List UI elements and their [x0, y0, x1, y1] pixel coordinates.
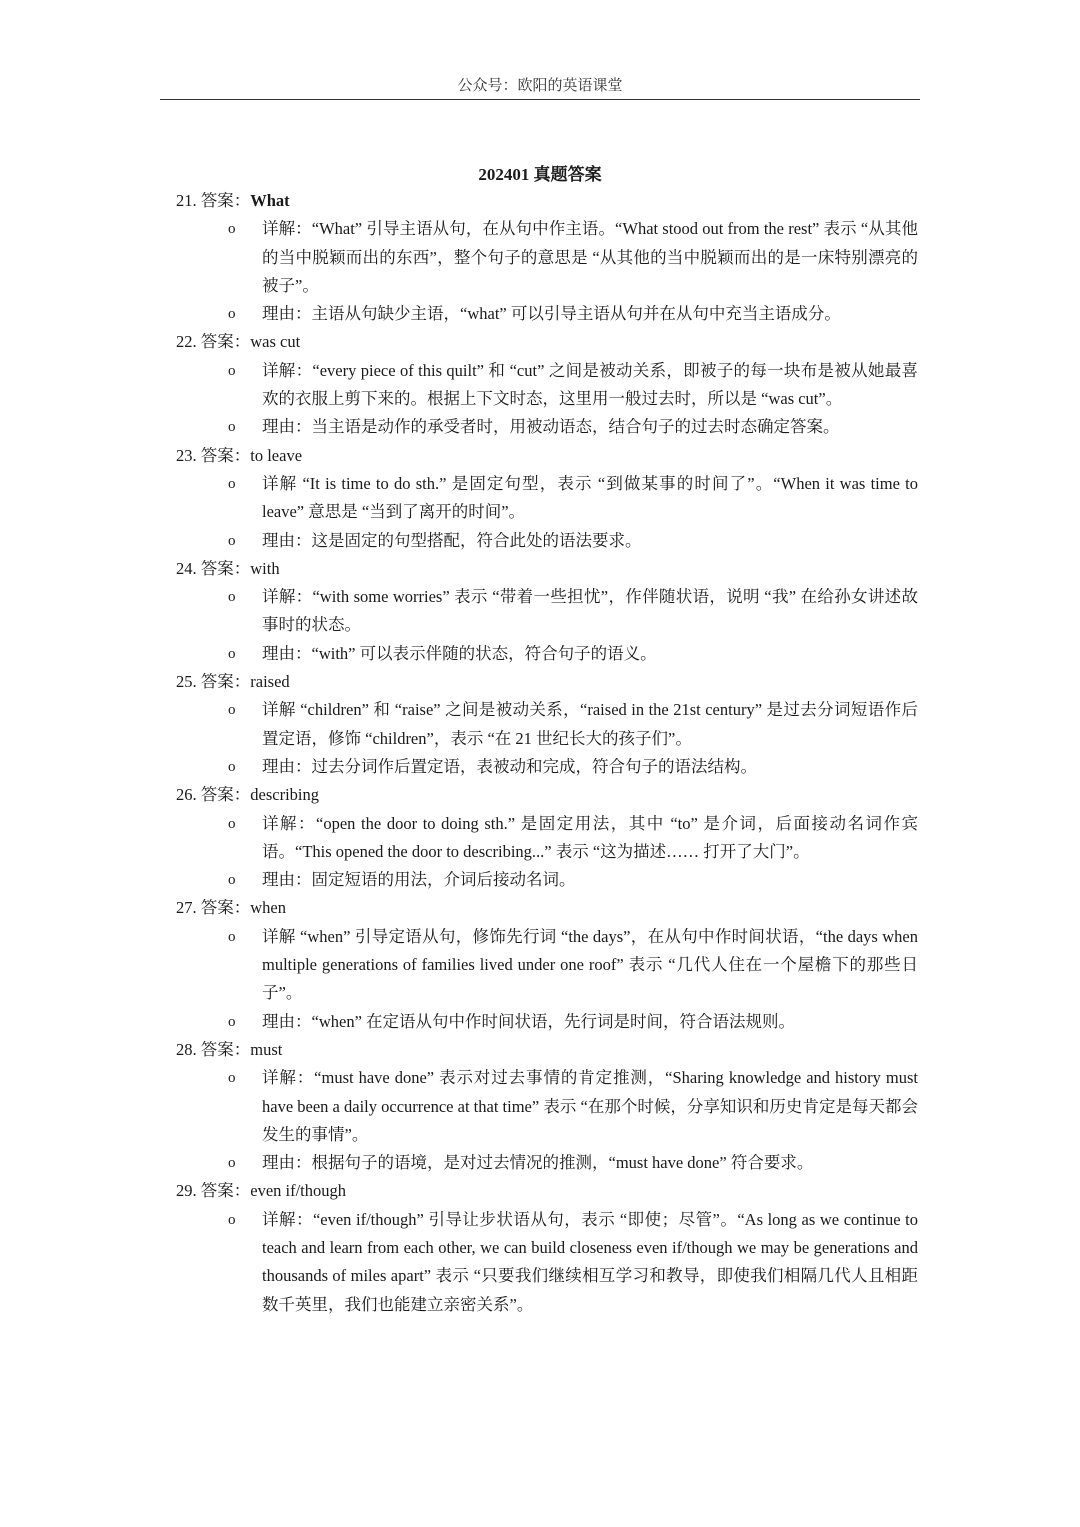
question-answer-line: [176, 1177, 918, 1205]
explanation-item: [176, 810, 918, 867]
question-answer-line: [176, 668, 918, 696]
explanation-item: [176, 215, 918, 300]
question-number: 29.: [176, 1181, 197, 1201]
item-text: 理由：过去分词作后置定语，表被动和完成，符合句子的语法结构。: [262, 756, 757, 776]
bullet-icon: o: [228, 928, 236, 945]
answer-label: 答案：: [200, 445, 251, 465]
bullet-icon: o: [228, 1155, 236, 1172]
question-25: [176, 668, 918, 781]
answer-value: must: [250, 1039, 283, 1059]
answer-label: 答案：: [200, 191, 251, 210]
item-text: 理由：根据句子的语境，是对过去情况的推测，“must have done” 符合要求。: [262, 1153, 814, 1173]
item-text: 理由：主语从句缺少主语，“what” 可以引导主语从句并在从句中充当主语成分。: [262, 304, 841, 324]
question-number: 24.: [176, 558, 197, 578]
reason-item: [176, 1149, 918, 1177]
reason-item: [176, 1008, 918, 1036]
bullet-icon: o: [228, 1070, 236, 1087]
answer-value: describing: [250, 785, 319, 805]
question-26: [176, 781, 918, 894]
bullet-icon: o: [228, 758, 236, 775]
question-number: 21.: [176, 191, 197, 210]
bullet-icon: o: [228, 221, 236, 238]
answer-value: What: [250, 191, 290, 210]
answer-label: 答案：: [200, 1181, 251, 1201]
page-header: 公众号：欧阳的英语课堂: [457, 78, 623, 94]
question-answer-line: [176, 555, 918, 583]
item-text: 理由：这是固定的句型搭配，符合此处的语法要求。: [262, 530, 642, 550]
question-22: [176, 328, 918, 441]
bullet-icon: o: [228, 872, 236, 889]
answer-value: with: [250, 558, 280, 578]
explanation-item: [176, 696, 918, 753]
explanation-item: [176, 470, 918, 527]
question-24: [176, 555, 918, 668]
explanation-item: [176, 357, 918, 414]
answer-value: was cut: [250, 332, 301, 352]
item-text: 详解：“must have done” 表示对过去事情的肯定推测，“Sharing knowledge and history must have been a daily occurrence at that time” 表示 “在那个时候，分享知识和历史肯定是每天都会发生的事情”。: [262, 1068, 918, 1144]
question-number: 25.: [176, 672, 197, 692]
item-text: 详解：“every piece of this quilt” 和 “cut” 之间是被动关系，即被子的每一块布是被从她最喜欢的衣服上剪下来的。根据上下文时态，这里用一般过去时，所以是 “was cut”。: [262, 360, 918, 409]
answer-label: 答案：: [200, 332, 251, 352]
bullet-icon: o: [228, 1013, 236, 1030]
question-answer-line: [176, 187, 918, 215]
question-number: 27.: [176, 898, 197, 918]
explanation-item: [176, 1206, 918, 1319]
question-23: [176, 442, 918, 555]
reason-item: [176, 527, 918, 555]
question-21: [176, 187, 918, 328]
question-28: [176, 1036, 918, 1177]
reason-item: [176, 640, 918, 668]
bullet-icon: o: [228, 645, 236, 662]
item-text: 详解 “children” 和 “raise” 之间是被动关系，“raised in the 21st century” 是过去分词短语作后置定语，修饰 “children”，表示 “在 21 世纪长大的孩子们”。: [262, 700, 918, 748]
document-title: 202401 真题答案: [478, 165, 602, 184]
explanation-item: [176, 923, 918, 1008]
item-text: 理由：“when” 在定语从句中作时间状语，先行词是时间，符合语法规则。: [262, 1011, 796, 1031]
answer-label: 答案：: [200, 898, 251, 918]
question-answer-line: [176, 894, 918, 922]
bullet-icon: o: [228, 362, 236, 379]
bullet-icon: o: [228, 532, 236, 549]
answer-value: to leave: [250, 445, 303, 465]
question-answer-line: [176, 1036, 918, 1064]
reason-item: [176, 300, 918, 328]
answer-value: when: [250, 898, 286, 918]
question-number: 28.: [176, 1039, 197, 1059]
bullet-icon: o: [228, 419, 236, 436]
answer-label: 答案：: [200, 672, 251, 692]
question-number: 26.: [176, 785, 197, 805]
item-text: 理由：当主语是动作的承受者时，用被动语态，结合句子的过去时态确定答案。: [262, 417, 840, 437]
bullet-icon: o: [228, 306, 236, 323]
explanation-item: [176, 1064, 918, 1149]
question-answer-line: [176, 328, 918, 356]
question-number: 23.: [176, 445, 197, 465]
answer-label: 答案：: [200, 558, 251, 578]
bullet-icon: o: [228, 589, 236, 606]
item-text: 详解：“What” 引导主语从句，在从句中作主语。“What stood out from the rest” 表示 “从其他的当中脱颖而出的东西”，整个句子的意思是 “从其他的当中脱颖而出的是一床特别漂亮的被子”。: [262, 219, 918, 295]
reason-item: [176, 753, 918, 781]
question-27: [176, 894, 918, 1035]
item-text: 详解：“open the door to doing sth.” 是固定用法，其中 “to” 是介词，后面接动名词作宾语。“This opened the door to describing...” 表示 “这为描述…… 打开了大门”。: [262, 813, 918, 861]
bullet-icon: o: [228, 475, 236, 492]
item-text: 详解 “when” 引导定语从句，修饰先行词 “the days”，在从句中作时间状语，“the days when multiple generations of families lived under one roof” 表示 “几代人住在一个屋檐下的那些日子”。: [262, 926, 918, 1003]
answer-value: raised: [250, 672, 290, 692]
explanation-item: [176, 583, 918, 640]
bullet-icon: o: [228, 815, 236, 832]
bullet-icon: o: [228, 702, 236, 719]
question-answer-line: [176, 442, 918, 470]
answer-list: [176, 187, 918, 1319]
reason-item: [176, 413, 918, 441]
header-divider: [160, 99, 920, 100]
question-number: 22.: [176, 332, 197, 352]
bullet-icon: o: [228, 1211, 236, 1228]
question-answer-line: [176, 781, 918, 809]
item-text: 详解：“with some worries” 表示 “带着一些担忧”，作伴随状语，说明 “我” 在给孙女讲述故事时的状态。: [262, 587, 918, 635]
answer-label: 答案：: [200, 785, 251, 805]
answer-value: even if/though: [250, 1181, 347, 1201]
question-29: [176, 1177, 918, 1318]
item-text: 详解 “It is time to do sth.” 是固定句型，表示 “到做某事的时间了”。“When it was time to leave” 意思是 “当到了离开的时间”。: [262, 473, 918, 522]
answer-label: 答案：: [200, 1039, 251, 1059]
reason-item: [176, 866, 918, 894]
item-text: 理由：固定短语的用法，介词后接动名词。: [262, 870, 576, 890]
item-text: 理由：“with” 可以表示伴随的状态，符合句子的语义。: [262, 643, 657, 663]
item-text: 详解：“even if/though” 引导让步状语从句，表示 “即使；尽管”。“As long as we continue to teach and learn from each other, we can build closeness even if/though we may be generations and thousands of miles apart” 表示 “只要我们继续相互学习和教导，即使我们相隔几代人且相距数千英里，我们也能建立亲密关系”。: [262, 1209, 918, 1314]
